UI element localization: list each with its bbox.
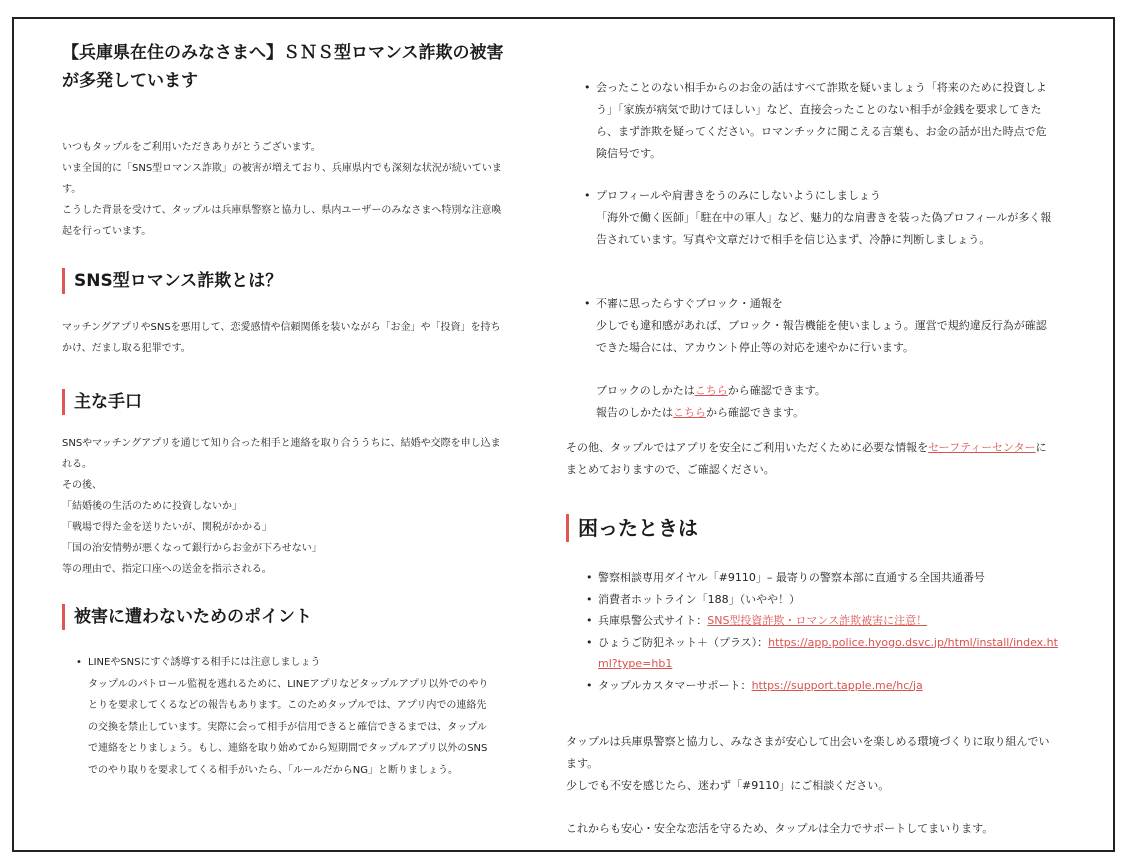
intro-line: いつもタップルをご利用いただきありがとうございます。 bbox=[62, 142, 321, 153]
methods-line: 「戦場で得た金を送りたいが、関税がかかる」 bbox=[62, 522, 272, 533]
spacer bbox=[566, 797, 1056, 818]
bullet-title: プロフィールや肩書きをうのみにしないようにしましょう bbox=[596, 189, 881, 202]
help-item-text: 警察相談専用ダイヤル「#9110」– 最寄りの警察本部に直通する全国共通番号 bbox=[598, 571, 985, 584]
safety-center-note bbox=[566, 437, 1056, 481]
section-heading-help: 困ったときは bbox=[566, 514, 698, 542]
block-suffix: から確認できます。 bbox=[727, 384, 826, 397]
help-item-text: 消費者ホットライン「188」（いやや！） bbox=[598, 592, 801, 606]
methods-line: 等の理由で、指定口座への送金を指示される。 bbox=[62, 564, 272, 575]
bullet-title: LINEやSNSにすぐ誘導する相手には注意しましょう bbox=[88, 657, 321, 668]
page-frame bbox=[12, 17, 1115, 852]
prevention-bullet bbox=[584, 185, 1054, 251]
report-prefix: 報告のしかたは bbox=[596, 406, 673, 419]
police-site-link[interactable]: SNS型投資詐欺・ロマンス詐欺被害に注意！ bbox=[707, 614, 928, 627]
help-item bbox=[586, 610, 1066, 632]
prevention-bullet bbox=[584, 77, 1054, 165]
help-item-text: ひょうご防犯ネット＋（プラス）： bbox=[598, 635, 769, 649]
section-heading-methods: 主な手口 bbox=[62, 389, 142, 415]
help-item bbox=[586, 675, 1066, 697]
section-body-what-is bbox=[62, 317, 502, 359]
bouhan-net-link[interactable]: https://app.police.hyogo.dsvc.jp/html/install/index.html?type=hb1 bbox=[598, 635, 1058, 670]
help-item-text: タップルカスタマーサポート： bbox=[598, 678, 752, 692]
section-heading-what-is: SNS型ロマンス詐欺とは？ bbox=[62, 268, 282, 294]
help-item bbox=[586, 567, 1066, 589]
help-item bbox=[586, 589, 1066, 611]
bullet-dot: • bbox=[586, 614, 593, 627]
section-body-methods bbox=[62, 433, 502, 580]
bullet-dot: • bbox=[586, 678, 593, 692]
bullet-title: 不審に思ったらすぐブロック・通報を bbox=[596, 297, 783, 310]
help-item bbox=[586, 632, 1066, 675]
bullet-text bbox=[596, 77, 1054, 165]
bullet-body: 「海外で働く医師」「駐在中の軍人」など、魅力的な肩書きを装った偽プロフィールが多く報告されています。写真や文章だけで相手を信じ込まず、冷静に判断しましょう。 bbox=[596, 211, 1052, 246]
help-item-text: 兵庫県警公式サイト： bbox=[598, 614, 708, 627]
safety-center-link[interactable]: セーフティーセンター bbox=[928, 441, 1036, 454]
closing-line: タップルは兵庫県警察と協力し、みなさまが安心して出会いを楽しめる環境づくりに取り組んでいます。 bbox=[566, 735, 1050, 770]
closing-line: これからも安心・安全な恋活を守るため、タップルは全力でサポートしてまいります。 bbox=[566, 822, 994, 835]
help-list bbox=[586, 567, 1066, 696]
safety-prefix: その他、タップルではアプリを安全にご利用いただくために必要な情報を bbox=[566, 441, 929, 454]
block-howto bbox=[596, 380, 1054, 402]
bullet-dot: • bbox=[586, 635, 593, 649]
block-howto-link[interactable]: こちら bbox=[694, 384, 728, 397]
bullet-dot: • bbox=[76, 657, 82, 668]
prevention-bullet bbox=[584, 293, 1054, 424]
bullet-body: 「将来のために投資しよう」「家族が病気で助けてほしい」など、直接会ったことのない相手が金銭を要求してきたら、まず詐欺を疑ってください。ロマンチックに聞こえる言葉も、お金の話が出た時点で危険信号です。 bbox=[596, 81, 1047, 160]
intro-line: いま全国的に「SNS型ロマンス詐欺」の被害が増えており、兵庫県内でも深刻な状況が続いています。 bbox=[62, 163, 502, 195]
bullet-title: 会ったことのない相手からのお金の話はすべて詐欺を疑いましょう bbox=[596, 81, 926, 94]
support-link[interactable]: https://support.tapple.me/hc/ja bbox=[751, 678, 923, 692]
safety-suffix: にまとめておりますので、ご確認ください。 bbox=[566, 441, 1047, 476]
closing-text bbox=[566, 731, 1056, 840]
intro-line: こうした背景を受けて、タップルは兵庫県警察と協力し、県内ユーザーのみなさまへ特別な注意喚起を行っています。 bbox=[62, 205, 502, 237]
bullet-dot: • bbox=[586, 571, 593, 584]
report-suffix: から確認できます。 bbox=[706, 406, 805, 419]
what-is-text: マッチングアプリやSNSを悪用して、恋愛感情や信頼関係を装いながら「お金」や「投資」を持ちかけ、だまし取る犯罪です。 bbox=[62, 322, 501, 354]
spacer bbox=[596, 359, 1054, 380]
closing-line: 少しでも不安を感じたら、迷わず「#9110」にご相談ください。 bbox=[566, 779, 890, 792]
methods-line: SNSやマッチングアプリを通じて知り合った相手と連絡を取り合ううちに、結婚や交際を申し込まれる。 bbox=[62, 438, 501, 470]
methods-line: 「結婚後の生活のために投資しないか」 bbox=[62, 501, 242, 512]
methods-line: 「国の治安情勢が悪くなって銀行からお金が下ろせない」 bbox=[62, 543, 322, 554]
bullet-dot: • bbox=[584, 297, 591, 310]
section-heading-prevention: 被害に遭わないためのポイント bbox=[62, 604, 312, 630]
report-howto-link[interactable]: こちら bbox=[673, 406, 706, 419]
intro-text bbox=[62, 137, 507, 242]
methods-line: その後、 bbox=[62, 480, 102, 491]
bullet-dot: • bbox=[584, 81, 591, 94]
prevention-bullet bbox=[76, 652, 496, 781]
bullet-dot: • bbox=[586, 592, 593, 606]
bullet-dot: • bbox=[584, 189, 591, 202]
block-prefix: ブロックのしかたは bbox=[596, 384, 695, 397]
bullet-body: 少しでも違和感があれば、ブロック・報告機能を使いましょう。運営で規約違反行為が確認できた場合には、アカウント停止等の対応を速やかに行います。 bbox=[596, 319, 1047, 354]
page-title: 【兵庫県在住のみなさまへ】ＳＮＳ型ロマンス詐欺の被害が多発しています bbox=[62, 43, 504, 91]
bullet-body: タップルのパトロール監視を逃れるために、LINEアプリなどタップルアプリ以外でのやりとりを要求してくるなどの報告もあります。このためタップルでは、アプリ内での連絡先の交換を禁止しています。実際に会って相手が信用できると確信できるまでは、タップルで連絡をとりましょう。もし、連絡を取り始めてから短期間でタップルアプリ以外のSNSでのやり取りを要求してくる相手がいたら、「ルールだからNG」と断りましょう。 bbox=[88, 678, 489, 776]
report-howto bbox=[596, 402, 1054, 424]
